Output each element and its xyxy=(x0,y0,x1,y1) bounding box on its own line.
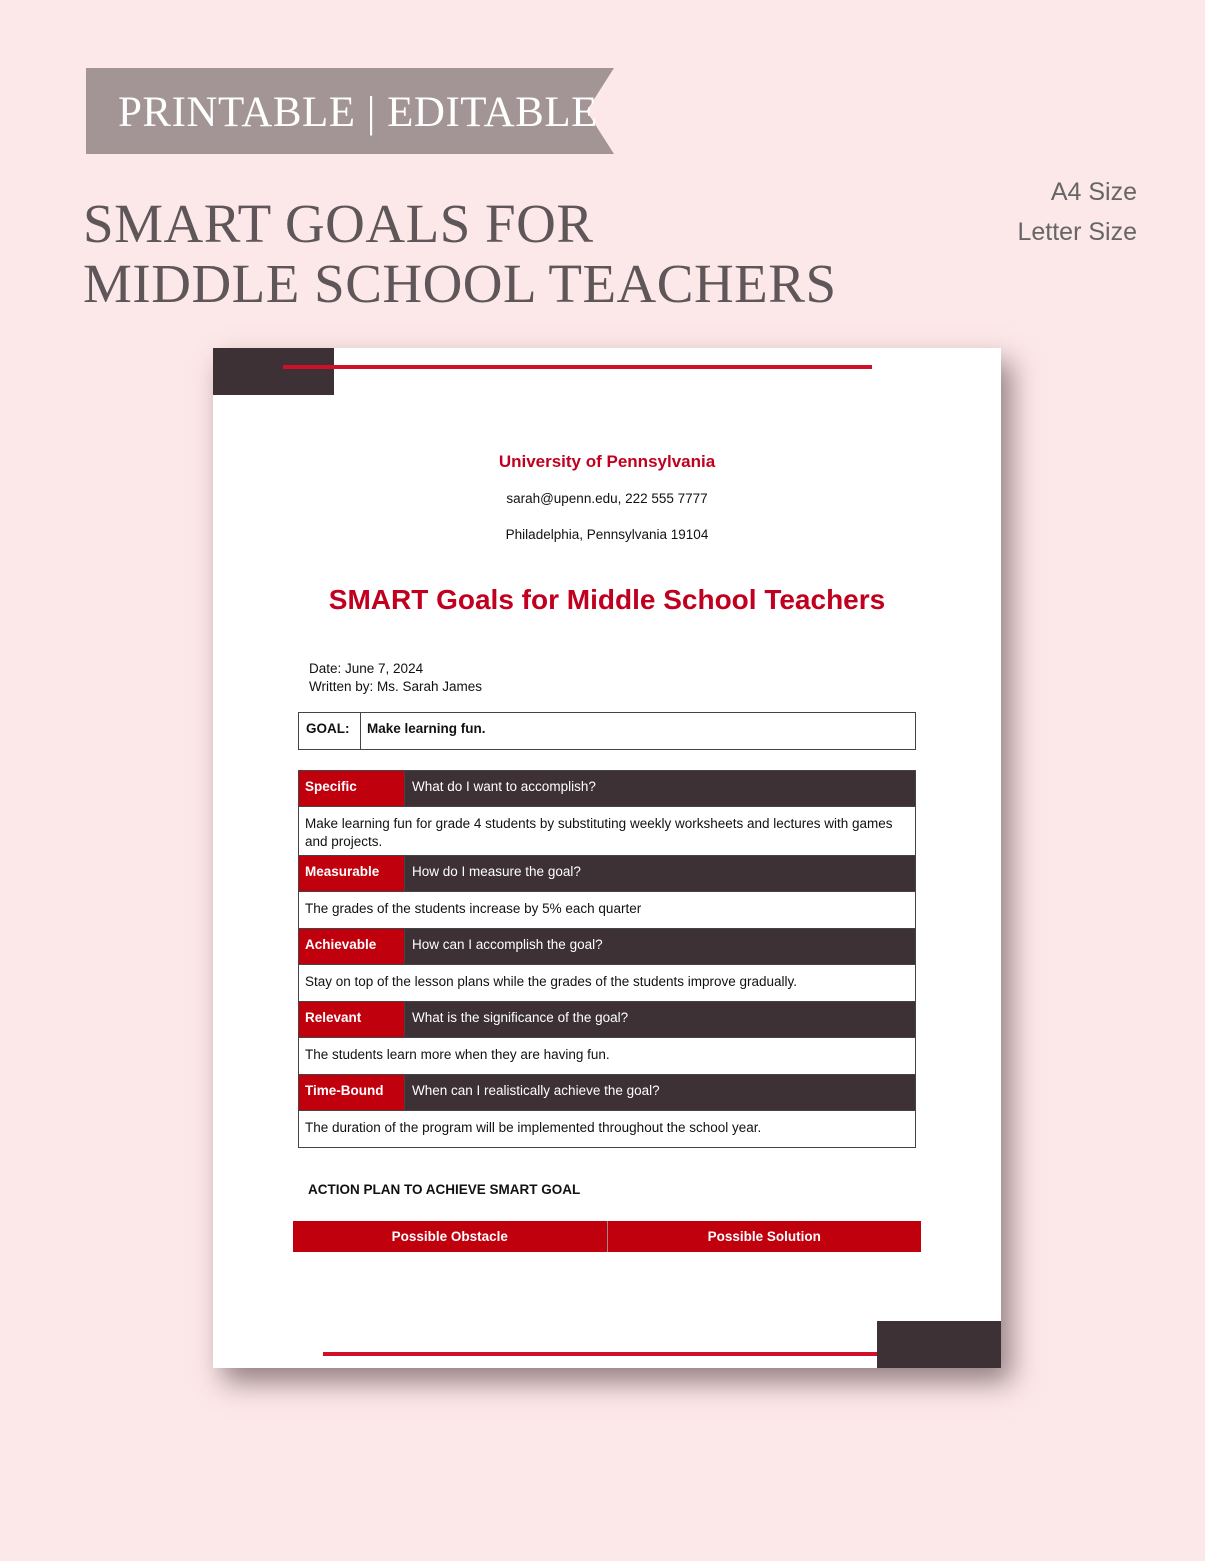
smart-question: When can I realistically achieve the goal? xyxy=(405,1075,915,1110)
smart-row-header xyxy=(299,856,915,892)
smart-label: Measurable xyxy=(299,856,405,891)
smart-table xyxy=(298,770,916,1148)
smart-row-header xyxy=(299,1002,915,1038)
goal-value[interactable]: Make learning fun. xyxy=(367,721,486,736)
author-line: Written by: Ms. Sarah James xyxy=(309,679,483,694)
smart-row-header xyxy=(299,929,915,965)
size-letter: Letter Size xyxy=(1017,218,1137,246)
smart-question: What is the significance of the goal? xyxy=(405,1002,915,1037)
smart-answer[interactable]: Make learning fun for grade 4 students by substituting weekly worksheets and lectures with games and projects. xyxy=(299,807,915,856)
accent-line-bottom xyxy=(323,1352,912,1356)
goal-box xyxy=(298,712,916,750)
document-preview xyxy=(213,348,1001,1368)
smart-label: Specific xyxy=(299,771,405,806)
document-meta xyxy=(309,660,482,696)
organization-name: University of Pennsylvania xyxy=(498,452,716,471)
column-header-obstacle: Possible Obstacle xyxy=(293,1221,608,1252)
smart-answer[interactable]: Stay on top of the lesson plans while the grades of the students improve gradually. xyxy=(299,965,915,1002)
smart-label: Time-Bound xyxy=(299,1075,405,1110)
action-plan-title: ACTION PLAN TO ACHIEVE SMART GOAL xyxy=(308,1182,581,1197)
smart-row-header xyxy=(299,771,915,807)
smart-question: How can I accomplish the goal? xyxy=(405,929,915,964)
smart-answer[interactable]: The duration of the program will be implemented throughout the school year. xyxy=(305,1120,762,1135)
document-title: SMART Goals for Middle School Teachers xyxy=(328,584,886,615)
date-line: Date: June 7, 2024 xyxy=(309,661,424,676)
corner-block-bottom-right xyxy=(877,1321,1001,1368)
page-title-line-2: MIDDLE SCHOOL TEACHERS xyxy=(83,253,837,314)
smart-answer[interactable]: The grades of the students increase by 5% each quarter xyxy=(299,892,915,929)
ribbon-text: PRINTABLE | EDITABLE xyxy=(118,89,598,136)
smart-label: Achievable xyxy=(299,929,405,964)
contact-info: sarah@upenn.edu, 222 555 7777 xyxy=(506,491,708,506)
smart-question: How do I measure the goal? xyxy=(405,856,915,891)
corner-block-top-left xyxy=(213,348,334,395)
page-title xyxy=(83,194,837,314)
smart-question: What do I want to accomplish? xyxy=(405,771,915,806)
goal-label: GOAL: xyxy=(299,713,361,749)
size-options xyxy=(1017,172,1137,252)
smart-label: Relevant xyxy=(299,1002,405,1037)
smart-row-header xyxy=(299,1075,915,1111)
size-a4: A4 Size xyxy=(1050,178,1137,206)
address: Philadelphia, Pennsylvania 19104 xyxy=(505,527,709,542)
page-title-line-1: SMART GOALS FOR xyxy=(83,193,594,254)
accent-line-top xyxy=(283,365,872,369)
column-header-solution: Possible Solution xyxy=(707,1229,821,1244)
action-plan-table-header xyxy=(293,1221,921,1252)
smart-answer[interactable]: The students learn more when they are having fun. xyxy=(299,1038,915,1075)
